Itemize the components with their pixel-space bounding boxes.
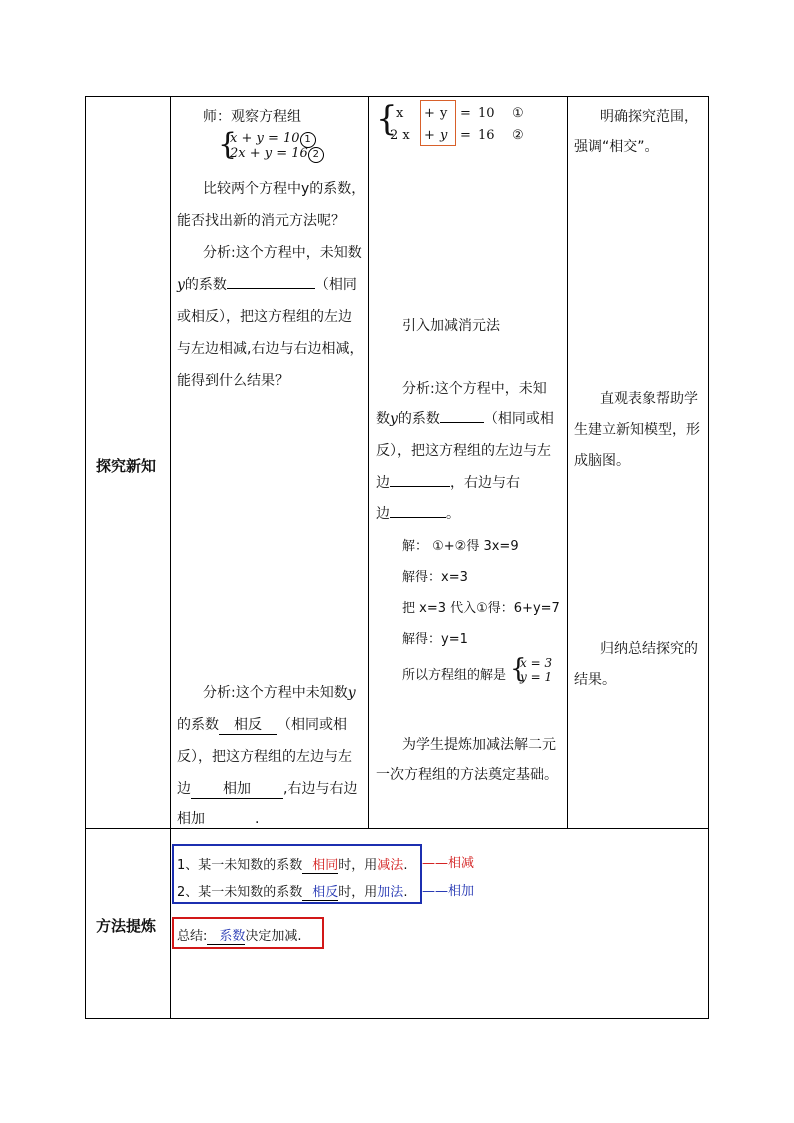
answer-line-3: 反），把这方程组的左边与左 [177,749,352,765]
blank-coefficient [227,274,315,289]
rule-1-note: ——相减 [422,856,475,871]
intent-3-line-1: 归纳总结探究的 [600,641,698,657]
col2-analysis-2: 数y的系数 （相同或相 [376,408,554,428]
summary-fill-coefficient: 系数 [207,925,245,945]
rule-2-note: ——相加 [422,884,475,899]
teacher-line: 师：观察方程组 [203,109,301,125]
solution-x: x = 3 [520,656,553,670]
summary-line: 总结: 系数决定加减. [177,925,302,945]
rule-2-fill-opposite: 相反 [302,881,338,901]
system-brace: { [376,99,398,139]
rule-1: 1、某一未知数的系数 相同时，用减法. [177,854,407,874]
col2-blank-left [390,472,450,487]
table-divider-col3 [567,96,568,829]
rule-1-fill-same: 相同 [302,854,338,874]
answer-line-5: 相加 . [177,808,259,829]
table-divider-col2 [368,96,369,829]
equation-2-number: 2 [308,147,324,163]
analysis-line-3: 或相反），把这方程组的左边 [177,309,352,325]
col2-analysis-5: 边 。 [376,503,460,523]
table-divider-label [170,96,171,1019]
rule-2: 2、某一未知数的系数 相反时，用加法. [177,881,407,901]
question-line-1: 比较两个方程中y的系数， [203,181,366,197]
equation-brace: { [218,127,238,162]
system-row-1: x + y = 10 ① [396,106,524,121]
row-label-method: 方法提炼 [96,917,157,935]
equation-1-number: 1 [300,132,316,148]
analysis-line-1: 分析:这个方程中，未知数 [203,245,362,261]
equation-1: x + y = 10 1 [230,131,316,148]
analysis-line-5: 能得到什么结果？ [177,373,289,389]
question-line-2: 能否找出新的消元方法呢？ [177,213,345,229]
answer-fill-opposite: 相反 [219,714,277,735]
table-border-left [85,96,86,1019]
answer-fill-add-left: 相加 [191,778,283,799]
answer-line-4: 边 相加 ,右边与右边 [177,778,357,799]
solution-step-5: 所以方程组的解是 [402,668,507,683]
row-label-explore: 探究新知 [96,457,157,475]
col2-analysis-3: 反），把这方程组的左边与左 [376,443,551,459]
col2-blank-right [390,503,446,518]
col2-blank-coefficient [440,408,484,423]
intent-2-line-1: 直观表象帮助学 [600,391,698,407]
system-row-2: 2 x + y = 16 ② [390,128,524,143]
solution-step-4: 解得：y=1 [402,632,468,647]
analysis-line-4: 与左边相减,右边与右边相减， [177,341,364,357]
solution-step-2: 解得：x=3 [402,570,468,585]
col2-analysis-1: 分析:这个方程中，未知 [402,381,547,397]
intent-3-line-2: 结果。 [574,672,616,688]
intro-elimination: 引入加减消元法 [402,318,500,334]
answer-line-2: 的系数 相反 （相同或相 [177,714,347,735]
solution-step-3: 把 x=3 代入①得：6+y=7 [402,601,560,616]
col2-purpose-2: 一次方程组的方法奠定基础。 [376,767,558,783]
col2-purpose-1: 为学生提炼加减法解二元 [402,737,556,753]
answer-fill-add-right: 相加 [177,808,255,829]
answer-line-1: 分析:这个方程中未知数y [203,685,356,701]
table-border-top [85,96,709,97]
col2-analysis-4: 边 ，右边与右 [376,472,520,492]
intent-1-line-2: 强调“相交”。 [574,139,659,155]
solution-brace: { [510,654,527,684]
solution-y: y = 1 [520,670,553,684]
analysis-line-2: y的系数 （相同 [177,274,357,294]
intent-2-line-3: 成脑图。 [574,453,630,469]
intent-1-line-1: 明确探究范围， [600,109,698,125]
equation-2: 2x + y = 16 2 [230,146,324,163]
intent-2-line-2: 生建立新知模型，形 [574,422,700,438]
solution-step-1: 解： ①+②得 3x=9 [402,539,519,554]
table-border-right [708,96,709,1019]
table-border-bottom [85,1018,709,1019]
